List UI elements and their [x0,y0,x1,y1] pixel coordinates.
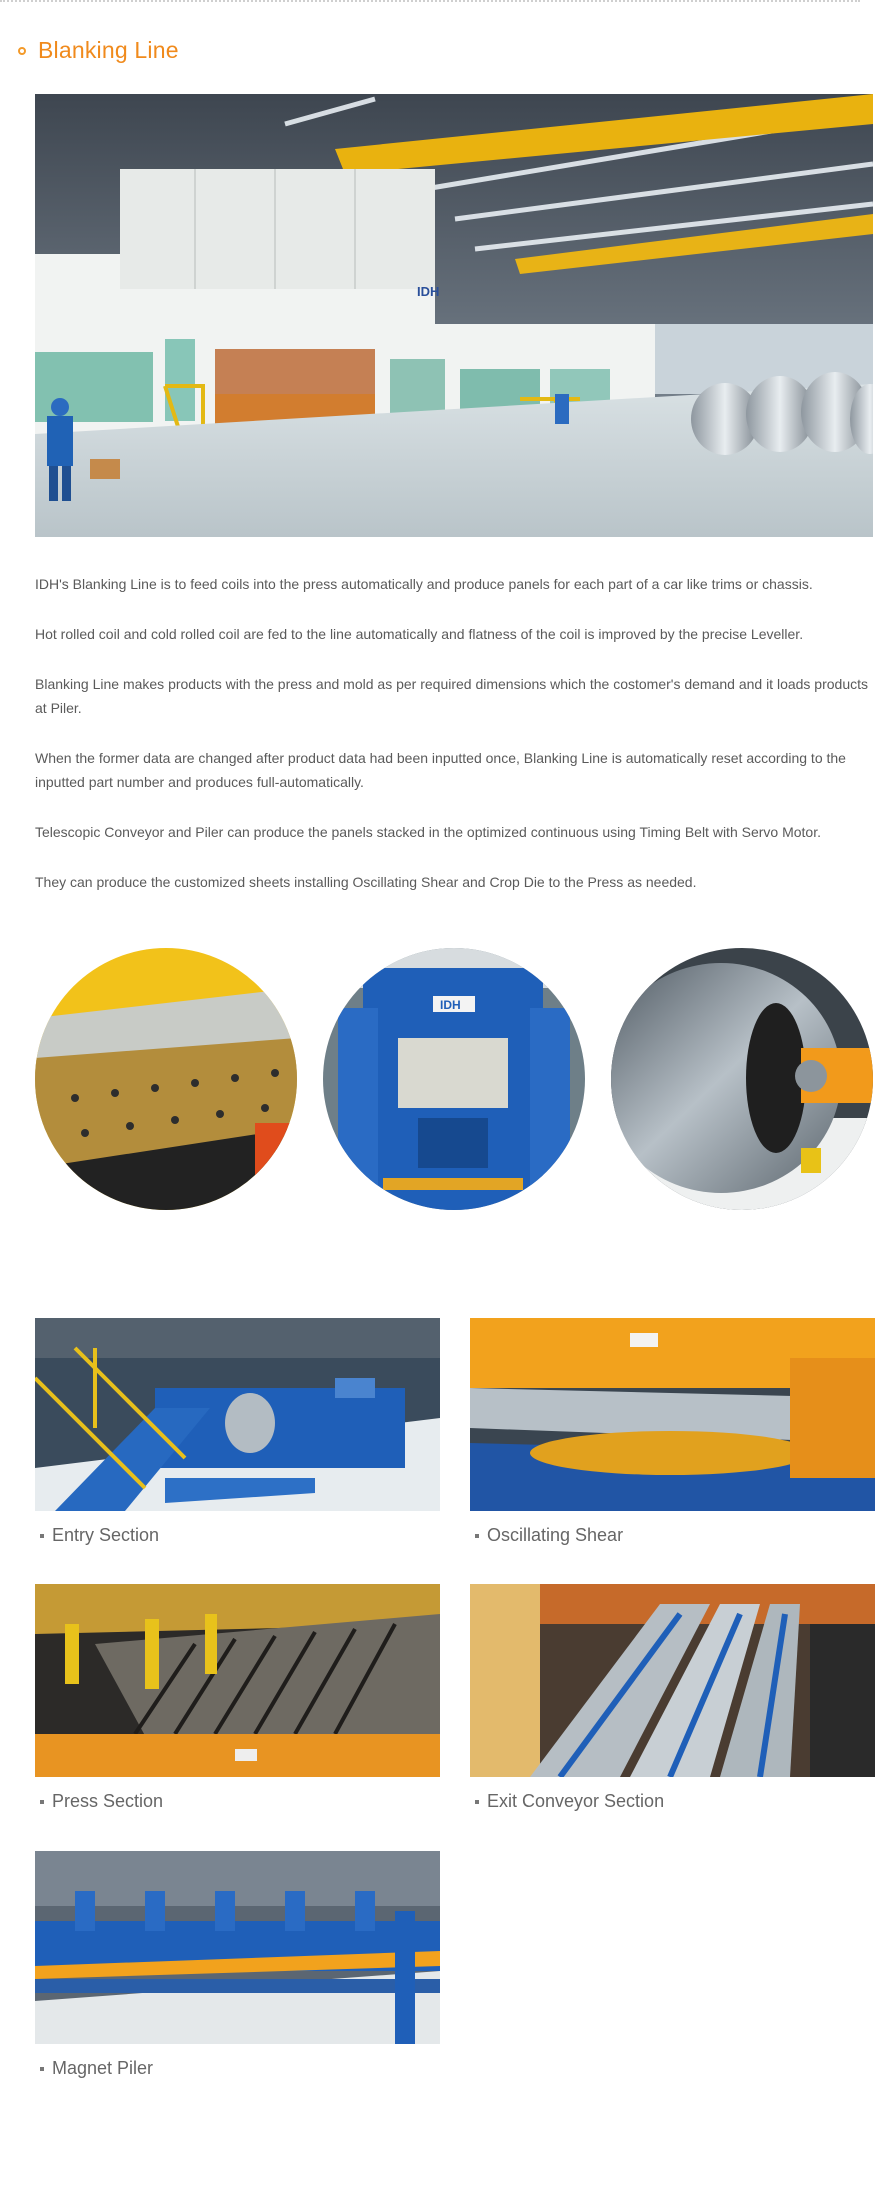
gallery-caption [470,1525,875,1546]
page-title: Blanking Line [38,36,179,63]
square-bullet-icon [40,1534,44,1538]
square-bullet-icon [475,1534,479,1538]
svg-text:IDH: IDH [417,284,440,299]
paragraph: When the former data are changed after product data had been inputted once, Blanking Line is automatically reset according to the inputted part number and produces full-automatically. [35,750,846,790]
description-text [35,572,875,920]
gallery-thumbnail[interactable] [35,1318,440,1511]
caption-label: Oscillating Shear [487,1525,624,1545]
caption-label: Entry Section [52,1525,160,1545]
paragraph: Hot rolled coil and cold rolled coil are fed to the line automatically and flatness of the coil is improved by the precise Leveller. [35,626,804,642]
circle-image-conveyor-table [35,948,297,1210]
circle-image-press [323,948,585,1210]
gallery-item-press-section[interactable] [35,1584,440,1812]
circle-bullet-icon [18,47,26,55]
square-bullet-icon [475,1800,479,1804]
square-bullet-icon [40,2067,44,2071]
hero-factory-image [35,94,873,537]
paragraph: Blanking Line makes products with the press and mold as per required dimensions which the costomer's demand and it loads products at Piler. [35,676,869,716]
top-divider [0,0,860,4]
gallery-item-magnet-piler[interactable] [35,1851,440,2079]
gallery-caption [35,2058,440,2079]
circle-gallery [35,948,873,1210]
gallery-thumbnail[interactable] [35,1851,440,2044]
gallery-caption [470,1791,875,1812]
gallery-item-exit-conveyor-section[interactable] [470,1584,875,1812]
gallery-caption [35,1525,440,1546]
paragraph: Telescopic Conveyor and Piler can produce the panels stacked in the optimized continuous using Timing Belt with Servo Motor. [35,824,821,840]
square-bullet-icon [40,1800,44,1804]
caption-label: Magnet Piler [52,2058,154,2078]
gallery-item-entry-section[interactable] [35,1318,440,1546]
paragraph: They can produce the customized sheets installing Oscillating Shear and Crop Die to the Press as needed. [35,874,697,890]
gallery-thumbnail[interactable] [35,1584,440,1777]
gallery-thumbnail[interactable] [470,1584,875,1777]
section-heading [18,30,179,70]
paragraph: IDH's Blanking Line is to feed coils into the press automatically and produce panels for each part of a car like trims or chassis. [35,576,813,592]
gallery-thumbnail[interactable] [470,1318,875,1511]
gallery-item-oscillating-shear[interactable] [470,1318,875,1546]
caption-label: Exit Conveyor Section [487,1791,665,1811]
svg-text:IDH: IDH [440,998,461,1012]
circle-image-coil [611,948,873,1210]
gallery-caption [35,1791,440,1812]
caption-label: Press Section [52,1791,164,1811]
